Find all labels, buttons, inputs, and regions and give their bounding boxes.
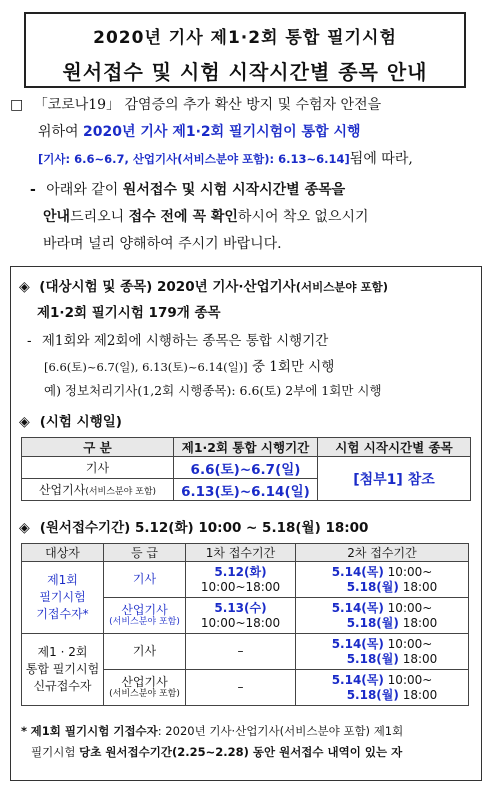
- header-second-period: 2차 접수기간: [296, 544, 469, 562]
- title-line1: 2020년 기사 제1·2회 통합 필기시험: [93, 28, 397, 48]
- info-box: [10, 266, 482, 781]
- first-period-cell: 5.13(수) 10:00~18:00: [186, 598, 296, 634]
- grade-cell: 기사: [104, 562, 186, 598]
- second-period-cell: 5.14(목) 10:00~ 5.18(월) 18:00: [296, 598, 469, 634]
- dash-bullet-icon: -: [30, 182, 36, 198]
- section1-line3: - 제1회와 제2회에 시행하는 종목은 통합 시행기간: [27, 333, 329, 349]
- group-new-applicants: 제1 · 2회 통합 필기시험 신규접수자: [22, 634, 104, 706]
- first-period-cell: 5.12(화) 10:00~18:00: [186, 562, 296, 598]
- footnote-line2: 필기시험 당초 원서접수기간(2.25~2.28) 동안 원서접수 내역이 있는 자: [31, 745, 403, 759]
- header-grade: 등 급: [104, 544, 186, 562]
- header-period: 제1·2회 통합 시행기간: [174, 438, 318, 457]
- section2-heading: ◈ (시험 시행일): [19, 414, 122, 430]
- grade-cell: 산업기사 (서비스분야 포함): [104, 598, 186, 634]
- section1-line4: [6.6(토)~6.7(일), 6.13(토)~6.14(일)] 중 1회만 시행: [44, 359, 335, 375]
- table-header-row: [22, 544, 469, 562]
- section1-heading: ◈ (대상시험 및 종목) 2020년 기사·산업기사(서비스분야 포함): [19, 279, 388, 295]
- diamond-icon: ◈: [19, 520, 30, 536]
- diamond-icon: ◈: [19, 414, 30, 430]
- intro-line2: 위하여 2020년 기사 제1·2회 필기시험이 통합 시행: [38, 124, 361, 140]
- section1-example: 예) 정보처리기사(1,2회 시행종목): 6.6(토) 2부에 1회만 시행: [44, 383, 382, 398]
- intro-line3: [기사: 6.6~6.7, 산업기사(서비스분야 포함): 6.13~6.14]됨에 따라,: [38, 151, 413, 167]
- row-period: 6.6(토)~6.7(일): [174, 457, 318, 479]
- table-row: [22, 634, 469, 670]
- title-line2: 원서접수 및 시험 시작시간별 종목 안내: [62, 60, 428, 84]
- second-period-cell: 5.14(목) 10:00~ 5.18(월) 18:00: [296, 670, 469, 706]
- exam-dates-note: [기사: 6.6~6.7, 산업기사(서비스분야 포함): 6.13~6.14]: [38, 152, 350, 166]
- header-first-period: 1차 접수기간: [186, 544, 296, 562]
- grade-cell: 기사: [104, 634, 186, 670]
- header-subjects: 시험 시작시간별 종목: [318, 438, 471, 457]
- first-period-cell: –: [186, 670, 296, 706]
- row-label: 산업기사(서비스분야 포함): [22, 479, 174, 501]
- first-period-cell: –: [186, 634, 296, 670]
- table-row: [22, 457, 471, 479]
- grade-cell: 산업기사 (서비스분야 포함): [104, 670, 186, 706]
- section3-heading: ◈ (원서접수기간) 5.12(화) 10:00 ~ 5.18(월) 18:00: [19, 520, 369, 536]
- intro-line6: 바라며 널리 양해하여 주시기 바랍니다.: [43, 236, 282, 252]
- header-target: 대상자: [22, 544, 104, 562]
- footnote-line1: * 제1회 필기시험 기접수자: 2020년 기사·산업기사(서비스분야 포함) 제1회: [21, 724, 404, 738]
- diamond-icon: ◈: [19, 279, 30, 295]
- schedule-table: [21, 437, 471, 501]
- second-period-cell: 5.14(목) 10:00~ 5.18(월) 18:00: [296, 562, 469, 598]
- group-existing-applicants: 제1회 필기시험 기접수자*: [22, 562, 104, 634]
- intro-line5: 안내드리오니 접수 전에 꼭 확인하시어 착오 없으시기: [43, 209, 369, 225]
- table-header-row: [22, 438, 471, 457]
- square-bullet-icon: □: [10, 97, 24, 113]
- attachment-reference: [첨부1] 참조: [318, 457, 471, 501]
- application-period-table: [21, 543, 469, 706]
- title-box: [24, 12, 466, 88]
- second-period-cell: 5.14(목) 10:00~ 5.18(월) 18:00: [296, 634, 469, 670]
- section1-line2: 제1·2회 필기시험 179개 종목: [37, 305, 221, 321]
- row-period: 6.13(토)~6.14(일): [174, 479, 318, 501]
- intro-line4: - 아래와 같이 원서접수 및 시험 시작시간별 종목을: [30, 182, 346, 198]
- row-label: 기사: [22, 457, 174, 479]
- header-category: 구 분: [22, 438, 174, 457]
- table-row: [22, 562, 469, 598]
- highlight-integrated: 2020년 기사 제1·2회 필기시험이 통합 시행: [83, 124, 361, 140]
- intro-line1: □ 「코로나19」 감염증의 추가 확산 방지 및 수험자 안전을: [10, 97, 382, 113]
